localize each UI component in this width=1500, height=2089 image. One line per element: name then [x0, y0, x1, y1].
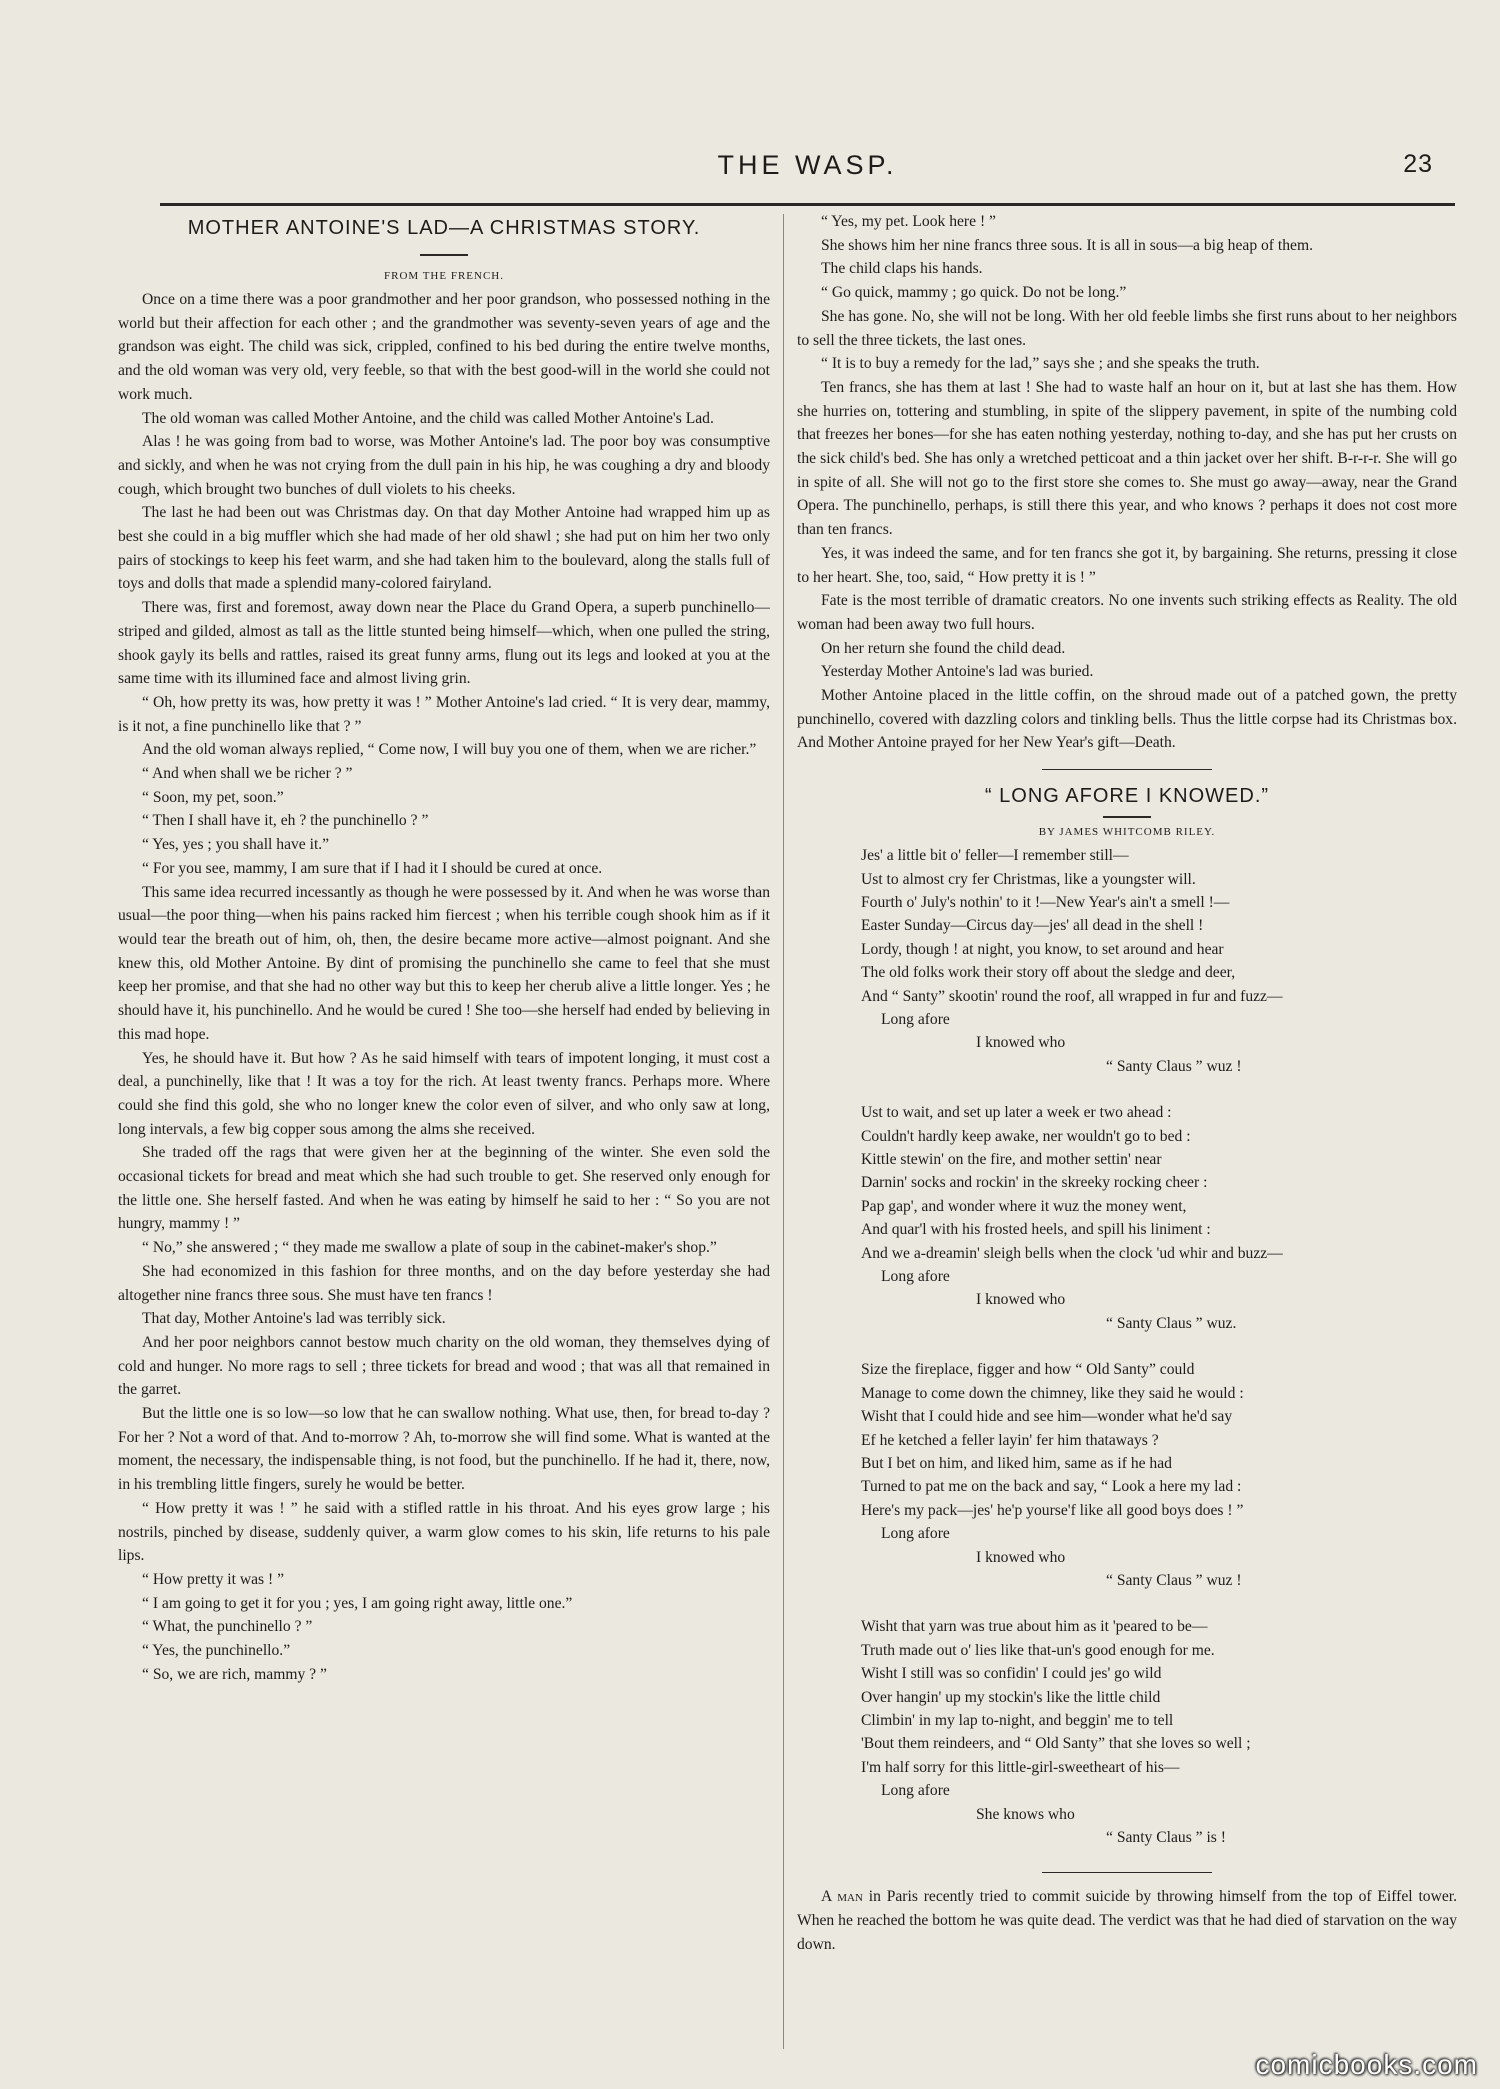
masthead: THE WASP. — [717, 150, 898, 180]
story-paragraph: The child claps his hands. — [821, 260, 983, 278]
paris-item-lead: A man — [821, 1888, 863, 1906]
story-paragraph: Mother Antoine placed in the little coffin, on the shroud made out of a patched gown, the pretty punchinello, covered with dazzling colors and tinkling bells. Thus the little corpse had its Christmas box. And Mother Antoine prayed for her New Year's gift—Death. — [797, 687, 1457, 752]
poem-line: Size the fireplace, figger and how “ Old Santy” could — [861, 1361, 1195, 1379]
poem-line: And we a-dreamin' sleigh bells when the clock 'ud whir and buzz— — [861, 1244, 1283, 1262]
story-paragraph: “ How pretty it was ! ” — [142, 1570, 285, 1588]
story-paragraph: Yes, he should have it. But how ? As he said himself with tears of impotent longing, it must cost a deal, a punchinelly, like that ! It was a toy for the rich. At least twenty francs. Perhaps more. Where could she find this gold, she who no longer knew the color even of silver, and who only saw at long, long intervals, a few big copper sous among the alms she received. — [118, 1049, 770, 1138]
story-paragraph: That day, Mother Antoine's lad was terribly sick. — [142, 1310, 446, 1328]
story-paragraph: She traded off the rags that were given her at the beginning of the winter. She even sold the occasional tickets for bread and meat which she had such trouble to get. She reserved only enough for the little one. She herself fasted. And when he was eating by himself he said to her : “ So you are not hungry, mammy ! ” — [118, 1144, 770, 1233]
story-paragraph: And the old woman always replied, “ Come now, I will buy you one of them, when we are richer.” — [142, 741, 757, 759]
poem-line: Truth made out o' lies like that-un's good enough for me. — [861, 1641, 1215, 1659]
story-paragraph: Yes, it was indeed the same, and for ten francs she got it, by bargaining. She returns, pressing it close to her heart. She, too, said, “ How pretty it is ! ” — [797, 544, 1457, 586]
title-rule — [420, 254, 468, 256]
poem-line: 'Bout them reindeers, and “ Old Santy” that she loves so well ; — [861, 1735, 1251, 1753]
poem-title: “ LONG AFORE I KNOWED.” — [984, 785, 1270, 808]
poem-stanza — [861, 1101, 1457, 1335]
poem-line: Fourth o' July's nothin' to it !—New Year's ain't a smell !— — [861, 893, 1230, 911]
story-paragraph: She shows him her nine francs three sous. It is all in sous—a big heap of them. — [821, 236, 1313, 254]
header-rule — [160, 203, 1455, 206]
paris-item-text: in Paris recently tried to commit suicide by throwing himself from the top of Eiffel tower. When he reached the bottom he was quite dead. The verdict was that he had died of starvation on the way down. — [797, 1888, 1457, 1953]
poem-line: But I bet on him, and liked him, same as if he had — [861, 1454, 1172, 1472]
poem-line: Couldn't hardly keep awake, ner wouldn't go to bed : — [861, 1127, 1191, 1145]
story-paragraph: There was, first and foremost, away down near the Place du Grand Opera, a superb punchinello—striped and gilded, almost as tall as the little stunted being himself—which, when one pulled the string, shook gayly its bells and rattles, raised its great funny arms, flung out its legs and looked at you at the same time with its illumined face and almost living grin. — [118, 599, 770, 688]
story-paragraph: “ And when shall we be richer ? ” — [142, 765, 353, 783]
story-paragraph: The old woman was called Mother Antoine, and the child was called Mother Antoine's Lad. — [142, 409, 714, 427]
story-paragraph: “ Yes, yes ; you shall have it.” — [142, 836, 330, 854]
poem-line: Kittle stewin' on the fire, and mother settin' near — [861, 1151, 1162, 1169]
story-paragraph: Once on a time there was a poor grandmother and her poor grandson, who possessed nothing in the world but their affection for each other ; and the grandmother was seventy-seven years of age and the grandson was eight. The child was sick, crippled, confined to his bed during the entire twelve months, and the old woman was very old, very feeble, so that with the best good-will in the world she could not work much. — [118, 291, 770, 403]
story-paragraph: Fate is the most terrible of dramatic creators. No one invents such striking effects as Reality. The old woman had been away two full hours. — [797, 592, 1457, 633]
story-paragraph: This same idea recurred incessantly as though he were possessed by it. And when he was worse than usual—the poor thing—when his pains racked him fiercest ; when his terrible cough shook him as if it would tear the breath out of him, oh, then, the desire became more active—almost poignant. And she knew this, old Mother Antoine. By dint of promising the punchinello she came to feel that she must keep her promise, and that she had no other way but this to keep her cherub alive a little longer. Yes ; he should have it, his punchinello. And he would be cured ! She too—she herself had ended by believing in this mad hope. — [118, 883, 770, 1043]
poem-line: Wisht I still was so confidin' I could jes' go wild — [861, 1665, 1162, 1683]
poem-refrain-line: Long afore — [881, 1525, 950, 1543]
story-title: MOTHER ANTOINE'S LAD—A CHRISTMAS STORY. — [187, 217, 701, 239]
story-paragraph: “ Soon, my pet, soon.” — [142, 788, 284, 806]
poem-stanza — [861, 1615, 1457, 1849]
story-paragraph: “ Oh, how pretty its was, how pretty it was ! ” Mother Antoine's lad cried. “ It is very dear, mammy, is it not, a fine punchinello like that ? ” — [118, 693, 770, 735]
poem-refrain-line: Long afore — [881, 1782, 950, 1800]
story-paragraph: “ For you see, mammy, I am sure that if I had it I should be cured at once. — [142, 859, 603, 877]
poem-line: Over hangin' up my stockin's like the little child — [861, 1688, 1161, 1706]
poem-body — [861, 844, 1457, 1849]
story-paragraph: Yesterday Mother Antoine's lad was buried. — [821, 663, 1094, 681]
story-body-left — [118, 288, 770, 1686]
story-paragraph: But the little one is so low—so low that he can swallow nothing. What use, then, for bread to-day ? For her ? Not a word of that. And to-morrow ? Ah, to-morrow she will find some. What is wanted at the moment, the necessary, the indispensable thing, is not food, but the punchinello. If he had it, there, now, in his trembling little fingers, surely he would be better. — [118, 1405, 770, 1494]
story-paragraph: “ Then I shall have it, eh ? the punchinello ? ” — [142, 812, 429, 830]
page-number: 23 — [1403, 150, 1433, 178]
story-paragraph: “ So, we are rich, mammy ? ” — [142, 1665, 327, 1683]
poem-line: Pap gap', and wonder where it wuz the money went, — [861, 1197, 1187, 1215]
poem-line: And quar'l with his frosted heels, and spill his liniment : — [861, 1221, 1211, 1239]
poem-line: Ust to wait, and set up later a week er two ahead : — [861, 1104, 1172, 1122]
poem-line: Manage to come down the chimney, like they said he would : — [861, 1384, 1244, 1402]
story-paragraph: She had economized in this fashion for three months, and on the day before yesterday she had altogether nine francs three sous. She must have ten francs ! — [118, 1262, 770, 1304]
story-paragraph: The last he had been out was Christmas day. On that day Mother Antoine had wrapped him up as best she could in a big muffler which she had made of her old shawl ; she had put on him her two only pairs of stockings to keep his feet warm, and she had taken him to the boulevard, along the stalls full of toys and dolls that made a splendid many-colored fairyland. — [118, 504, 770, 593]
poem-line: Jes' a little bit o' feller—I remember still— — [861, 847, 1129, 865]
poem-refrain-line: Long afore — [881, 1268, 950, 1286]
poem-line: Darnin' socks and rockin' in the skreeky rocking cheer : — [861, 1174, 1208, 1192]
section-rule — [1042, 769, 1212, 770]
poem-line: Ef he ketched a feller layin' fer him thataways ? — [861, 1431, 1159, 1449]
poem-refrain-line: “ Santy Claus ” wuz ! — [1106, 1057, 1242, 1075]
story-paragraph: Alas ! he was going from bad to worse, was Mother Antoine's lad. The poor boy was consumptive and sickly, and when he was not crying from the dull pain in his hip, he was coughing a dry and bloody cough, which brought two bunches of dull violets to his cheeks. — [118, 433, 770, 498]
poem-title-rule — [1103, 816, 1151, 818]
story-body-right — [797, 210, 1457, 755]
left-column — [118, 210, 770, 2060]
poem-line: Here's my pack—jes' he'p yourse'f like all good boys does ! ” — [861, 1501, 1244, 1519]
poem-stanza — [861, 844, 1457, 1078]
poem-line: I'm half sorry for this little-girl-sweetheart of his— — [861, 1758, 1180, 1776]
story-paragraph: “ It is to buy a remedy for the lad,” says she ; and she speaks the truth. — [821, 355, 1260, 373]
poem-line: Lordy, though ! at night, you know, to set around and hear — [861, 940, 1224, 958]
story-paragraph: “ Yes, my pet. Look here ! ” — [821, 213, 996, 230]
poem-refrain-line: I knowed who — [976, 1291, 1066, 1309]
poem-refrain-line: Long afore — [881, 1011, 950, 1029]
poem-refrain-line: “ Santy Claus ” wuz ! — [1106, 1571, 1242, 1589]
poem-refrain-line: “ Santy Claus ” is ! — [1106, 1829, 1226, 1847]
story-paragraph: “ Go quick, mammy ; go quick. Do not be long.” — [821, 284, 1127, 302]
column-divider — [783, 214, 784, 2049]
poem-line: Easter Sunday—Circus day—jes' all dead in the shell ! — [861, 917, 1204, 935]
story-paragraph: “ No,” she answered ; “ they made me swallow a plate of soup in the cabinet-maker's shop.” — [142, 1239, 717, 1257]
poem-line: Turned to pat me on the back and say, “ Look a here my lad : — [861, 1478, 1242, 1496]
poem-refrain-line: I knowed who — [976, 1548, 1066, 1566]
poem-refrain-line: “ Santy Claus ” wuz. — [1106, 1314, 1237, 1332]
story-paragraph: She has gone. No, she will not be long. With her old feeble limbs she first runs about to her neighbors to sell the three tickets, the last ones. — [797, 307, 1457, 349]
story-paragraph: On her return she found the child dead. — [821, 639, 1066, 657]
poem-stanza — [861, 1358, 1457, 1592]
poem-refrain-line: She knows who — [976, 1805, 1075, 1823]
site-watermark: comicbooks.com — [1255, 2049, 1478, 2080]
story-paragraph: Ten francs, she has them at last ! She had to waste half an hour on it, but at last she has them. How she hurries on, tottering and stumbling, in spite of the slippery pavement, in spite of the numbing cold that freezes her bones—for she has eaten nothing yesterday, nothing to-day, and she has put her crusts on the sick child's bed. She has only a wretched petticoat and a thin jacket over her shift. B-r-r-r. She will go in spite of all. She will not go to the first store she comes to. She must go away—away, near the Grand Opera. The punchinello, perhaps, is still there this year, and who knows ? perhaps it does not cost more than ten francs. — [797, 378, 1457, 539]
poem-line: And “ Santy” skootin' round the roof, all wrapped in fur and fuzz— — [861, 987, 1283, 1005]
page-header — [160, 150, 1455, 190]
story-paragraph: “ How pretty it was ! ” he said with a stifled rattle in his throat. And his eyes grow large ; his nostrils, pinched by disease, suddenly quiver, a warm glow comes to his skin, life returns to his pale lips. — [118, 1499, 770, 1565]
section-rule-bottom — [1042, 1872, 1212, 1873]
poem-line: The old folks work their story off about the sledge and deer, — [861, 964, 1236, 982]
poem-line: Wisht that yarn was true about him as it 'peared to be— — [861, 1618, 1208, 1636]
story-paragraph: “ Yes, the punchinello.” — [142, 1642, 291, 1660]
poem-byline: BY JAMES WHITCOMB RILEY. — [1038, 826, 1216, 839]
paris-item — [797, 1885, 1457, 1956]
story-paragraph: And her poor neighbors cannot bestow much charity on the old woman, they themselves dying of cold and hunger. No more rags to sell ; three tickets for bread and wood ; that was all that remained in the garret. — [118, 1333, 770, 1399]
right-column — [797, 210, 1457, 2060]
poem-line: Wisht that I could hide and see him—wonder what he'd say — [861, 1408, 1233, 1426]
story-paragraph: “ I am going to get it for you ; yes, I am going right away, little one.” — [142, 1594, 573, 1612]
poem-refrain-line: I knowed who — [976, 1034, 1066, 1052]
poem-line: Ust to almost cry fer Christmas, like a youngster will. — [861, 870, 1196, 888]
story-paragraph: “ What, the punchinello ? ” — [142, 1618, 313, 1636]
poem-line: Climbin' in my lap to-night, and beggin' me to tell — [861, 1711, 1174, 1729]
story-byline: FROM THE FRENCH. — [383, 270, 504, 282]
